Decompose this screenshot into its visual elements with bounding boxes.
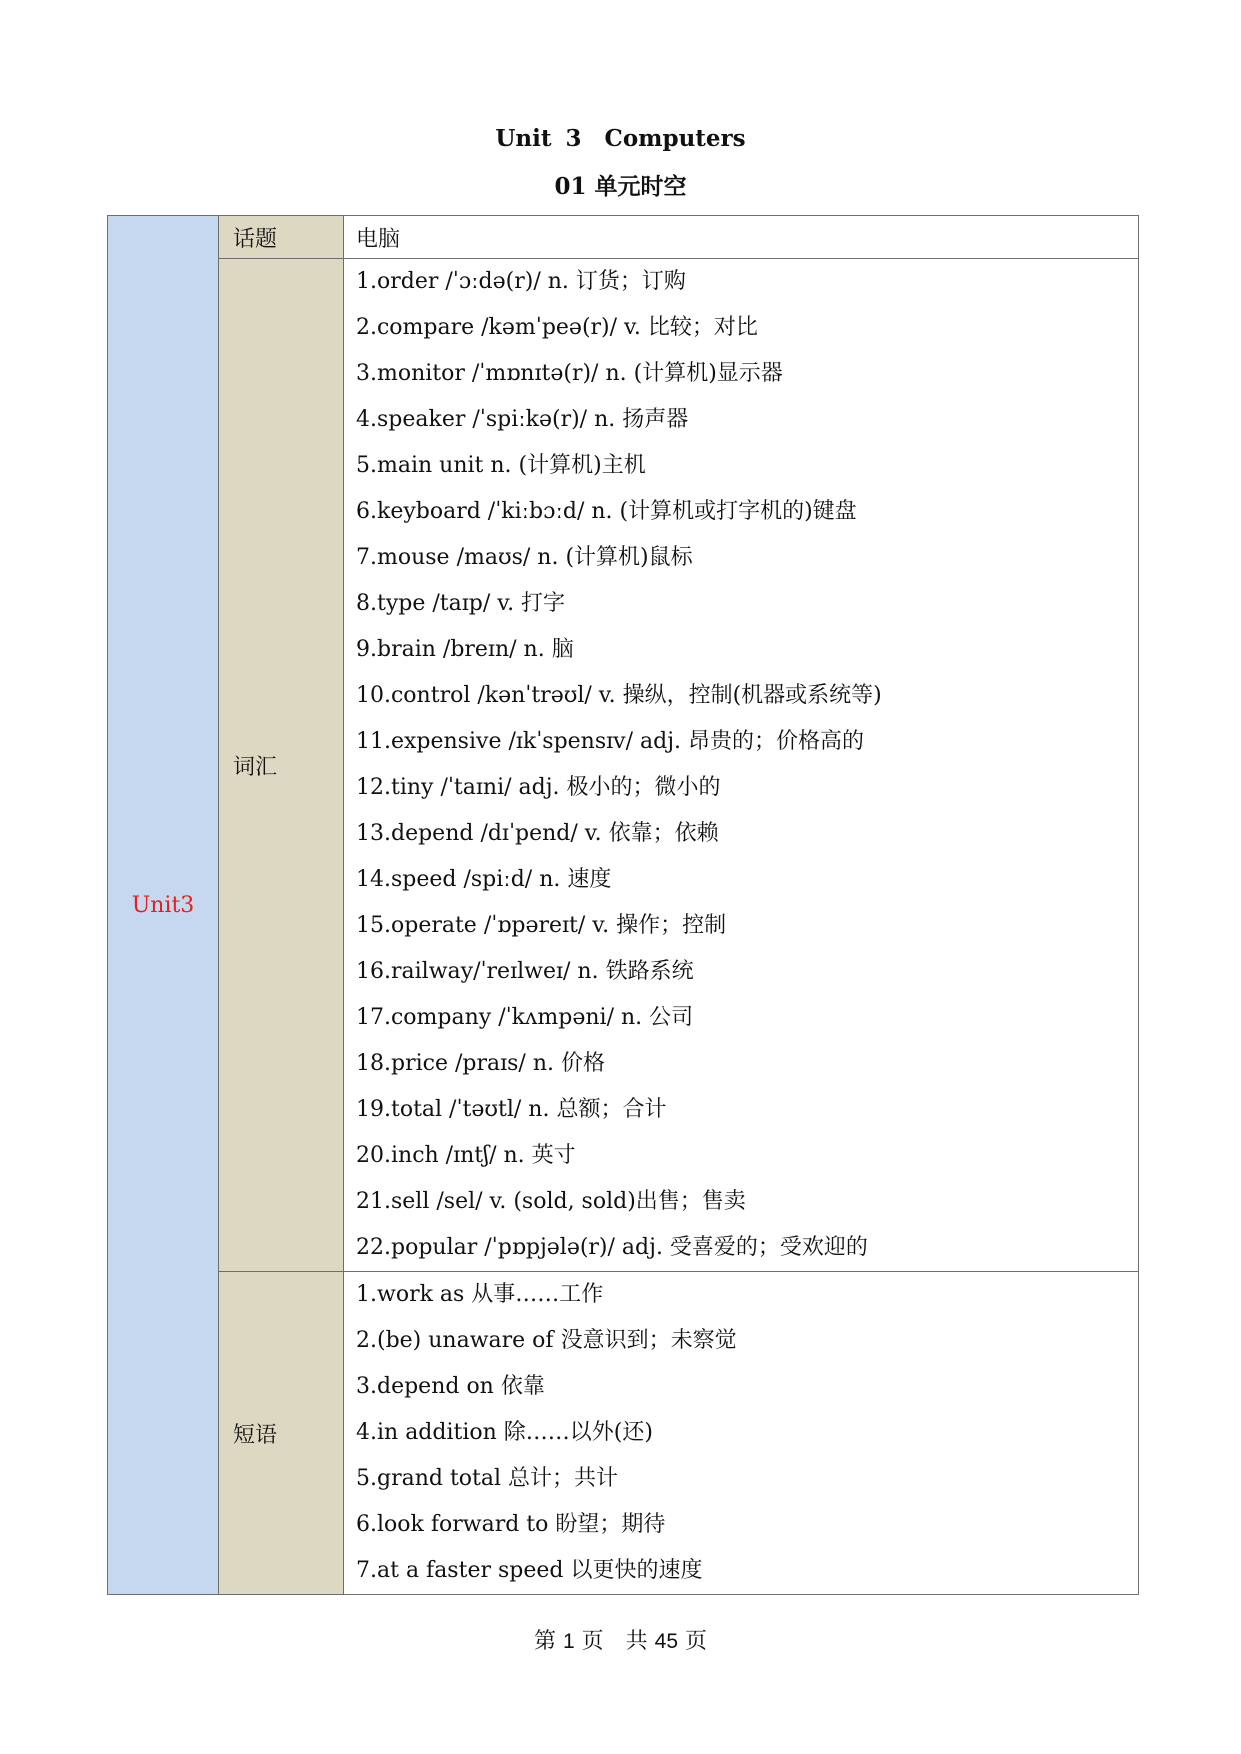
vocabulary-item: 14.speed /spiːd/ n. 速度 [356, 867, 612, 892]
unit-label-cell [108, 216, 219, 1595]
vocabulary-item: 6.keyboard /ˈkiːbɔːd/ n. (计算机或打字机的)键盘 [356, 499, 857, 524]
vocabulary-item: 7.mouse /maʊs/ n. (计算机)鼠标 [356, 545, 693, 570]
vocabulary-item: 21.sell /sel/ v. (sold, sold)出售；售卖 [356, 1189, 746, 1214]
footer-prefix: 第 [533, 1629, 556, 1654]
vocabulary-item: 3.monitor /ˈmɒnɪtə(r)/ n. (计算机)显示器 [356, 361, 783, 386]
vocabulary-list [356, 259, 1138, 1271]
vocabulary-item: 13.depend /dɪˈpend/ v. 依靠；依赖 [356, 821, 719, 846]
unit-overview-table [107, 215, 1139, 1595]
vocabulary-item: 20.inch /ɪntʃ/ n. 英寸 [356, 1143, 576, 1168]
phrase-item: 2.(be) unaware of 没意识到；未察觉 [356, 1328, 737, 1353]
phrase-item: 1.work as 从事……工作 [356, 1282, 604, 1307]
footer-total-pages: 45 [654, 1630, 679, 1653]
vocabulary-item: 17.company /ˈkʌmpəni/ n. 公司 [356, 1005, 694, 1030]
vocabulary-item: 8.type /taɪp/ v. 打字 [356, 591, 566, 616]
phrases-list [356, 1272, 1138, 1594]
topic-label-cell [219, 216, 344, 259]
vocabulary-item: 10.control /kənˈtrəʊl/ v. 操纵，控制(机器或系统等) [356, 683, 882, 708]
vocabulary-item: 19.total /ˈtəʊtl/ n. 总额；合计 [356, 1097, 667, 1122]
vocabulary-label: 词汇 [233, 754, 278, 780]
phrases-cell [344, 1272, 1139, 1595]
phrases-label: 短语 [233, 1422, 278, 1448]
topic-label: 话题 [233, 226, 278, 252]
footer-suffix: 页 [685, 1629, 708, 1654]
phrase-item: 5.grand total 总计；共计 [356, 1466, 619, 1491]
topic-value-cell [344, 216, 1139, 259]
vocabulary-label-cell [219, 259, 344, 1272]
vocabulary-item: 4.speaker /ˈspiːkə(r)/ n. 扬声器 [356, 407, 689, 432]
phrases-label-cell [219, 1272, 344, 1595]
page-footer [0, 1624, 1241, 1655]
vocabulary-item: 18.price /praɪs/ n. 价格 [356, 1051, 605, 1076]
vocabulary-cell [344, 259, 1139, 1272]
vocabulary-item: 12.tiny /ˈtaɪni/ adj. 极小的；微小的 [356, 775, 721, 800]
section-subtitle: 01 单元时空 [554, 173, 687, 200]
page-title: Unit 3 Computers [495, 125, 746, 152]
vocabulary-item: 1.order /ˈɔːdə(r)/ n. 订货；订购 [356, 269, 686, 294]
vocabulary-item: 15.operate /ˈɒpəreɪt/ v. 操作；控制 [356, 913, 727, 938]
phrase-item: 3.depend on 依靠 [356, 1374, 545, 1399]
vocabulary-item: 9.brain /breɪn/ n. 脑 [356, 637, 574, 662]
phrase-item: 6.look forward to 盼望；期待 [356, 1512, 666, 1537]
footer-page-number: 1 [562, 1630, 575, 1653]
vocabulary-item: 22.popular /ˈpɒpjələ(r)/ adj. 受喜爱的；受欢迎的 [356, 1235, 868, 1260]
vocabulary-item: 11.expensive /ɪkˈspensɪv/ adj. 昂贵的；价格高的 [356, 729, 865, 754]
footer-middle: 页 共 [581, 1629, 648, 1654]
phrase-item: 4.in addition 除……以外(还) [356, 1420, 653, 1445]
unit-label: Unit3 [131, 892, 195, 918]
vocabulary-item: 16.railway/ˈreɪlweɪ/ n. 铁路系统 [356, 959, 694, 984]
phrase-item: 7.at a faster speed 以更快的速度 [356, 1558, 703, 1583]
topic-value: 电脑 [356, 226, 401, 252]
vocabulary-item: 5.main unit n. (计算机)主机 [356, 453, 646, 478]
vocabulary-item: 2.compare /kəmˈpeə(r)/ v. 比较；对比 [356, 315, 758, 340]
